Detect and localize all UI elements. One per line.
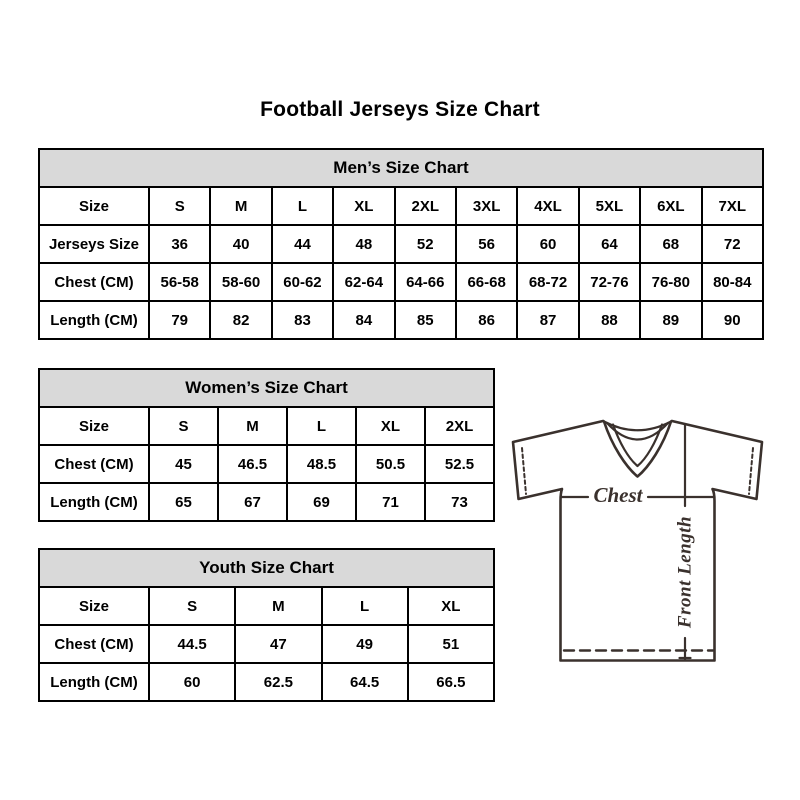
men-value-cell: 60	[517, 225, 578, 263]
men-value-cell: 62-64	[333, 263, 394, 301]
men-value-cell: 82	[210, 301, 271, 339]
men-value-cell: 88	[579, 301, 640, 339]
youth-table-title: Youth Size Chart	[39, 549, 494, 587]
youth-value-cell: S	[149, 587, 235, 625]
women-value-cell: 50.5	[356, 445, 425, 483]
youth-value-cell: 44.5	[149, 625, 235, 663]
youth-value-cell: 47	[235, 625, 321, 663]
front-length-label: Front Length	[674, 515, 696, 629]
page-title: Football Jerseys Size Chart	[260, 98, 540, 121]
men-value-cell: 7XL	[702, 187, 763, 225]
men-value-cell: 6XL	[640, 187, 701, 225]
jersey-outline-shape	[513, 421, 762, 661]
left-cuff-dashed-line	[522, 448, 526, 494]
women-value-cell: L	[287, 407, 356, 445]
women-value-cell: S	[149, 407, 218, 445]
men-value-cell: 68-72	[517, 263, 578, 301]
women-row-header-cell: Size	[39, 407, 149, 445]
men-value-cell: 64	[579, 225, 640, 263]
men-value-cell: 58-60	[210, 263, 271, 301]
women-value-cell: 46.5	[218, 445, 287, 483]
men-value-cell: S	[149, 187, 210, 225]
men-value-cell: 56	[456, 225, 517, 263]
women-value-cell: 73	[425, 483, 494, 521]
women-value-cell: 52.5	[425, 445, 494, 483]
men-value-cell: 80-84	[702, 263, 763, 301]
women-value-cell: 69	[287, 483, 356, 521]
youth-value-cell: 66.5	[408, 663, 494, 701]
chest-label: Chest	[593, 482, 643, 507]
men-value-cell: 36	[149, 225, 210, 263]
men-value-cell: 85	[395, 301, 456, 339]
men-value-cell: 4XL	[517, 187, 578, 225]
men-value-cell: 52	[395, 225, 456, 263]
women-value-cell: 71	[356, 483, 425, 521]
men-value-cell: 79	[149, 301, 210, 339]
men-table-title: Men’s Size Chart	[39, 149, 763, 187]
women-value-cell: 2XL	[425, 407, 494, 445]
men-value-cell: 56-58	[149, 263, 210, 301]
men-value-cell: 72	[702, 225, 763, 263]
mens-size-table	[38, 148, 764, 340]
men-value-cell: 90	[702, 301, 763, 339]
men-value-cell: 86	[456, 301, 517, 339]
men-value-cell: 76-80	[640, 263, 701, 301]
men-value-cell: L	[272, 187, 333, 225]
women-value-cell: 45	[149, 445, 218, 483]
men-value-cell: 68	[640, 225, 701, 263]
men-value-cell: 60-62	[272, 263, 333, 301]
youth-row-header-cell: Chest (CM)	[39, 625, 149, 663]
women-row-header-cell: Chest (CM)	[39, 445, 149, 483]
men-value-cell: 40	[210, 225, 271, 263]
men-value-cell: 5XL	[579, 187, 640, 225]
youth-value-cell: 49	[322, 625, 408, 663]
men-value-cell: 89	[640, 301, 701, 339]
men-value-cell: 64-66	[395, 263, 456, 301]
men-value-cell: 84	[333, 301, 394, 339]
women-value-cell: M	[218, 407, 287, 445]
youth-row-header-cell: Length (CM)	[39, 663, 149, 701]
youth-value-cell: 60	[149, 663, 235, 701]
jersey-measurement-diagram	[500, 400, 780, 680]
women-value-cell: XL	[356, 407, 425, 445]
women-table-title: Women’s Size Chart	[39, 369, 494, 407]
men-row-header-cell: Length (CM)	[39, 301, 149, 339]
youth-row-header-cell: Size	[39, 587, 149, 625]
men-value-cell: 87	[517, 301, 578, 339]
womens-size-table	[38, 368, 495, 522]
men-value-cell: M	[210, 187, 271, 225]
youth-value-cell: 51	[408, 625, 494, 663]
men-value-cell: 83	[272, 301, 333, 339]
youth-value-cell: M	[235, 587, 321, 625]
men-value-cell: 66-68	[456, 263, 517, 301]
men-value-cell: 72-76	[579, 263, 640, 301]
youth-value-cell: XL	[408, 587, 494, 625]
men-row-header-cell: Jerseys Size	[39, 225, 149, 263]
men-row-header-cell: Size	[39, 187, 149, 225]
right-cuff-dashed-line	[749, 448, 753, 494]
men-value-cell: 2XL	[395, 187, 456, 225]
men-value-cell: 48	[333, 225, 394, 263]
women-row-header-cell: Length (CM)	[39, 483, 149, 521]
youth-value-cell: 64.5	[322, 663, 408, 701]
men-row-header-cell: Chest (CM)	[39, 263, 149, 301]
women-value-cell: 67	[218, 483, 287, 521]
men-value-cell: XL	[333, 187, 394, 225]
women-value-cell: 65	[149, 483, 218, 521]
youth-size-table	[38, 548, 495, 702]
women-value-cell: 48.5	[287, 445, 356, 483]
men-value-cell: 44	[272, 225, 333, 263]
men-value-cell: 3XL	[456, 187, 517, 225]
youth-value-cell: 62.5	[235, 663, 321, 701]
youth-value-cell: L	[322, 587, 408, 625]
